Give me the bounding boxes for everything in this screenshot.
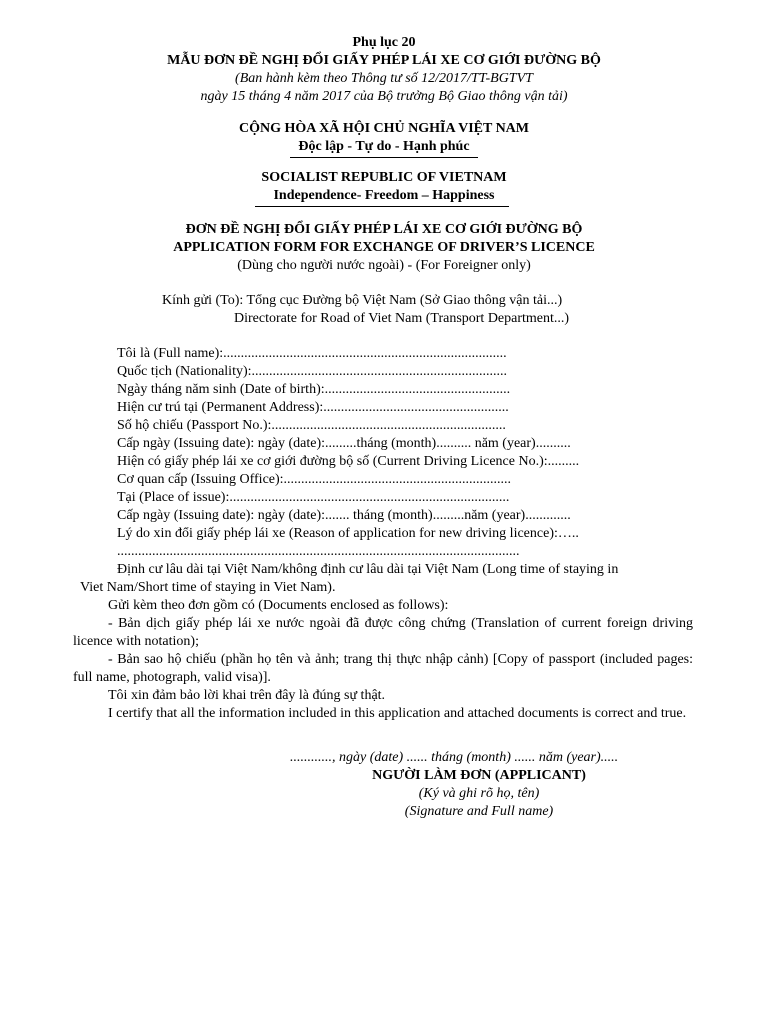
national-motto-en: Independence- Freedom – Happiness [273, 188, 495, 203]
field-nationality: Quốc tịch (Nationality):......................................................................... [117, 364, 508, 379]
field-date-of-birth: Ngày tháng năm sinh (Date of birth):..................................................... [117, 382, 511, 397]
application-title-vn: ĐƠN ĐỀ NGHỊ ĐỔI GIẤY PHÉP LÁI XE CƠ GIỚI ĐƯỜNG BỘ [185, 222, 583, 237]
appendix-label: Phụ lục 20 [352, 35, 416, 50]
assurance-statement: Tôi xin đảm bảo lời khai trên đây là đúng sự thật. [108, 688, 386, 703]
residence-line-2: Viet Nam/Short time of staying in Viet Nam). [80, 580, 336, 595]
field-licence-issuing-date: Cấp ngày (Issuing date): ngày (date):....... tháng (month).........năm (year)............. [117, 508, 571, 523]
national-name-vn: CỘNG HÒA XÃ HỘI CHỦ NGHĨA VIỆT NAM [238, 121, 529, 136]
document-item-passport: - Bản sao hộ chiếu (phần họ tên và ảnh; trang thị thực nhập cảnh) [Copy of passport (included pages: full name, photograph, valid visa)]. [73, 652, 693, 685]
field-full-name: Tôi là (Full name):................................................................................. [117, 346, 507, 361]
motto-underline-vn [290, 157, 478, 158]
national-name-en: SOCIALIST REPUBLIC OF VIETNAM [261, 170, 507, 185]
field-passport-issuing-date: Cấp ngày (Issuing date): ngày (date):.........tháng (month).......... năm (year).......... [117, 436, 571, 451]
national-motto-vn: Độc lập - Tự do - Hạnh phúc [298, 139, 470, 154]
document-item-translation: - Bản dịch giấy phép lái xe nước ngoài đã được công chứng (Translation of current foreign driving licence with notation); [73, 616, 693, 649]
field-reason: Lý do xin đổi giấy phép lái xe (Reason of application for new driving licence):….. [117, 526, 579, 541]
form-template-title: MẪU ĐƠN ĐỀ NGHỊ ĐỔI GIẤY PHÉP LÁI XE CƠ GIỚI ĐƯỜNG BỘ [167, 53, 601, 68]
addressee-line-1: Kính gửi (To): Tổng cục Đường bộ Việt Nam (Sở Giao thông vận tải...) [162, 293, 563, 308]
field-place-of-issue: Tại (Place of issue):................................................................................ [117, 490, 510, 505]
field-issuing-office: Cơ quan cấp (Issuing Office):................................................................. [117, 472, 512, 487]
signature-instruction-vn: (Ký và ghi rõ họ, tên) [418, 786, 540, 801]
certification-statement: I certify that all the information included in this application and attached documents is correct and true. [108, 706, 687, 721]
field-passport-no: Số hộ chiếu (Passport No.):................................................................... [117, 418, 506, 433]
issued-by-line-1: (Ban hành kèm theo Thông tư số 12/2017/TT-BGTVT [235, 71, 533, 86]
foreigner-only-note: (Dùng cho người nước ngoài) - (For Foreigner only) [237, 258, 531, 273]
signature-instruction-en: (Signature and Full name) [404, 804, 554, 819]
application-title-en: APPLICATION FORM FOR EXCHANGE OF DRIVER’S LICENCE [173, 240, 595, 255]
field-current-licence-no: Hiện có giấy phép lái xe cơ giới đường bộ số (Current Driving Licence No.):......... [117, 454, 580, 469]
issued-by-line-2: ngày 15 tháng 4 năm 2017 của Bộ trưởng Bộ Giao thông vận tải) [200, 89, 568, 104]
field-reason-continuation: ................................................................................................................... [117, 544, 520, 559]
field-permanent-address: Hiện cư trú tại (Permanent Address):..................................................... [117, 400, 509, 415]
signature-date-line: ............, ngày (date) ...... tháng (month) ...... năm (year)..... [290, 750, 619, 765]
addressee-line-2: Directorate for Road of Viet Nam (Transport Department...) [234, 311, 570, 326]
residence-line-1: Định cư lâu dài tại Việt Nam/không định cư lâu dài tại Việt Nam (Long time of staying in [117, 562, 619, 577]
applicant-label: NGƯỜI LÀM ĐƠN (APPLICANT) [372, 768, 586, 783]
motto-underline-en [255, 206, 509, 207]
documents-enclosed: Gửi kèm theo đơn gồm có (Documents enclosed as follows): [108, 598, 449, 613]
